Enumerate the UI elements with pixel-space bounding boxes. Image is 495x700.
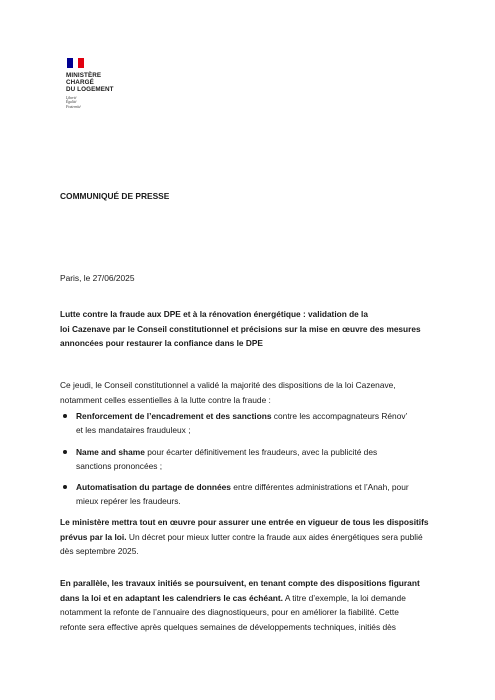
logo-line-3: DU LOGEMENT xyxy=(66,86,114,93)
list-item: Renforcement de l’encadrement et des sanctions contre les accompagnateurs Rénov’ et les mandataires frauduleux ; xyxy=(60,409,480,438)
logo-line-2: CHARGÉ xyxy=(66,79,94,86)
ongoing-work-paragraph: En parallèle, les travaux initiés se poursuivent, en tenant compte des dispositions figurant dans la loi et en adaptant les calendriers le cas échéant. A titre d’exemple, la loi demande notamment la refonte de l’annuaire des diagnostiqueurs, pour en améliorer la fiabilité. Cette refonte sera effective après quelques semaines de développements techniques, initiés dès xyxy=(60,578,420,632)
bullet-icon xyxy=(63,414,67,418)
bullet-icon xyxy=(63,450,67,454)
ministry-logo xyxy=(66,58,146,109)
measures-list xyxy=(60,409,480,516)
date-line: Paris, le 27/06/2025 xyxy=(60,273,135,283)
release-title: Lutte contre la fraude aux DPE et à la rénovation énergétique : validation de la loi Cazenave par le Conseil constitutionnel et précisions sur la mise en œuvre des mesures annoncées pour restaurer la confiance dans le DPE xyxy=(60,309,421,348)
list-item: Automatisation du partage de données entre différentes administrations et l’Anah, pour mieux repérer les fraudeurs. xyxy=(60,480,480,509)
bullet-icon xyxy=(63,485,67,489)
ministry-commitment-paragraph: Le ministère mettra tout en œuvre pour assurer une entrée en vigueur de tous les dispositifs prévus par la loi. Un décret pour mieux lutter contre la fraude aux aides énergétiques sera publié dès septembre 2025. xyxy=(60,517,429,556)
list-item: Name and shame pour écarter définitivement les fraudeurs, avec la publicité des sanctions prononcées ; xyxy=(60,445,480,474)
press-release-label: COMMUNIQUÉ DE PRESSE xyxy=(60,191,170,201)
logo-line-1: MINISTÈRE xyxy=(66,72,102,79)
republic-flag-icon xyxy=(67,58,84,68)
republic-motto: Liberté Égalité Fraternité xyxy=(66,96,81,109)
intro-paragraph: Ce jeudi, le Conseil constitutionnel a validé la majorité des dispositions de la loi Cazenave, notamment celles essentielles à la lutte contre la fraude : xyxy=(60,380,396,405)
